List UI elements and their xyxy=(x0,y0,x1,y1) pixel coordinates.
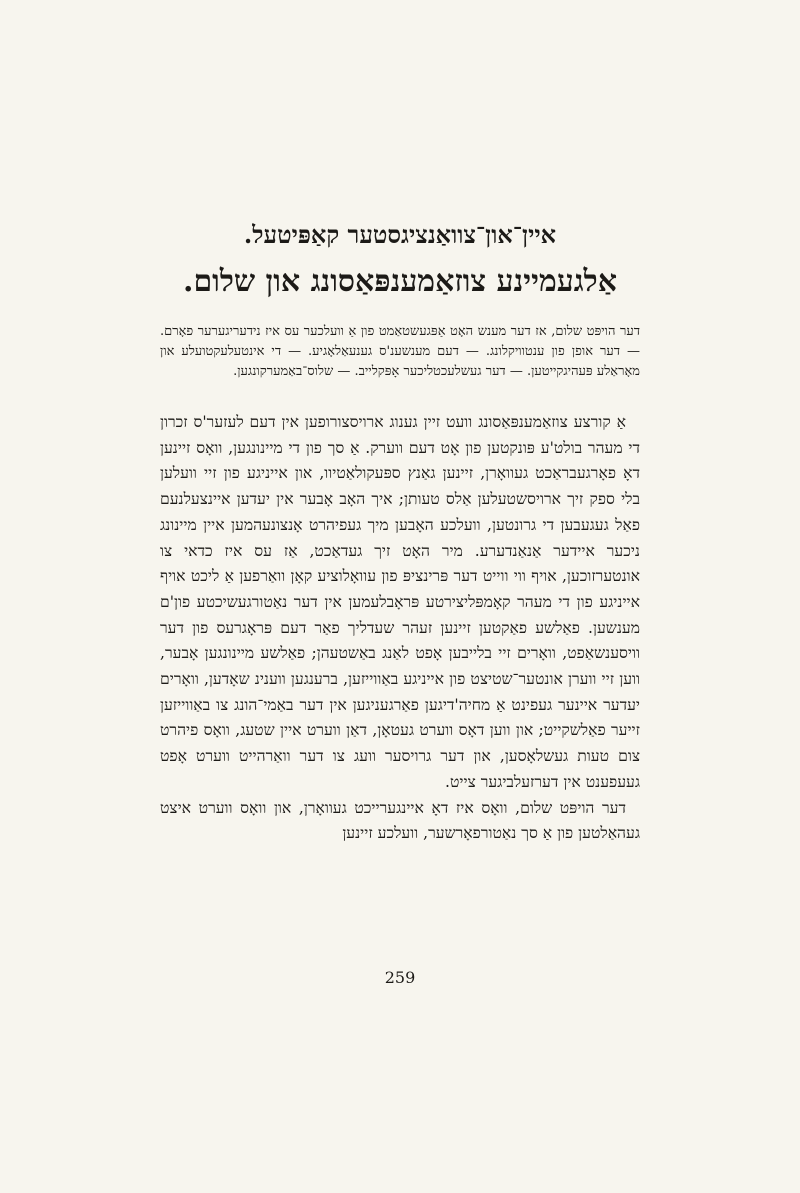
body-paragraph: דער הויפּט שלום, וואָס איז דאָ איינגערייכט געוואָרן, און וואָס ווערט איצט געהאַלטען פון אַ סך נאַטורפאָרשער, וועלכע זיינען xyxy=(160,798,640,843)
body-paragraph: אַ קורצע צוזאַמענפּאַסונג וועט זיין גענוג ארויסצורופען אין דעם לעזער'ס זכרון די מעהר בולט'ע פּונקטען פון אָט דעם ווערק. אַ סך פון די מיינונגען, וואָס זיינען דאָ פאָרגעבראַכט געוואָרן, זיינען גאַנץ ספּעקולאַטיוו, און אייניגע פון זיי וועלען בלי ספק זיך ארויסשטעלען אַלס טעותן; איך האָב אָבער אין יעדען איינצעלנעם פאַל געגעבען די גרונטען, וועלכע האָבען מיך געפיהרט אָנצונעהמען איין מיינונג ניכער איידער אַנאַנדערע. מיר האָט זיך געדאַכט, אַז עס איז כדאי צו אונטערזוכען, אויף ווי ווייט דער פּרינציפּ פון עוואָלוציע קאָן וואַרפען אַ ליכט אויף אייניגע פון די מעהר קאָמפּליצירטע פּראָבלעמען אין דער נאַטורגעשיכטע פון'ם מענשען. פאַלשע פאַקטען זיינען זעהר שעדליך פאַר דעם פּראָגרעס פון דער וויסענשאַפט, וואָרים זיי בלייבען אָפט לאַנג באַשטעהן; פאַלשע מיינונגען אָבער, ווען זיי ווערן אונטער־שטיצט פון אייניגע באַווייזען, ברענגען ווענינ שאָדען, וואָרים יעדער איינער געפינט אַ מחיה'דיגען פאַרגעניגען אין דער באַמי־הונג צו באַווייזען זייער פאַלשקייט; און ווען דאָס ווערט געטאָן, דאַן ווערט איין שטעג, וואָס פיהרט צום טעות געשלאָסען, און דער גרויסער וועג צו דער וואַרהייט ווערט אָפט געעפענט אין דערזעלביגער צייט. xyxy=(160,413,640,791)
chapter-summary: דער הויפּט שלום, אז דער מענש האָט אַפּגעשטאַמט פון אַ וועלכער עס איז נידעריגערער פאָרם. — דער אופן פון ענטוויקלונג. — דעם מענשענ'ס גענעאַלאָגיע. — די אינטעלעקטועלע און מאָראַלע פּעהיגקייטען. — דער געשלעכטליכער אָפּקלייב. — שלוס־באַמערקונגען. xyxy=(160,324,640,379)
chapter-heading: איין־און־צוואַנציגסטער קאַפּיטעל. xyxy=(243,220,557,249)
page-number: 259 xyxy=(384,968,416,987)
body-text xyxy=(160,410,640,847)
chapter-title: אַלגעמיינע צוזאַמענפּאַסונג און שלום. xyxy=(183,264,617,299)
